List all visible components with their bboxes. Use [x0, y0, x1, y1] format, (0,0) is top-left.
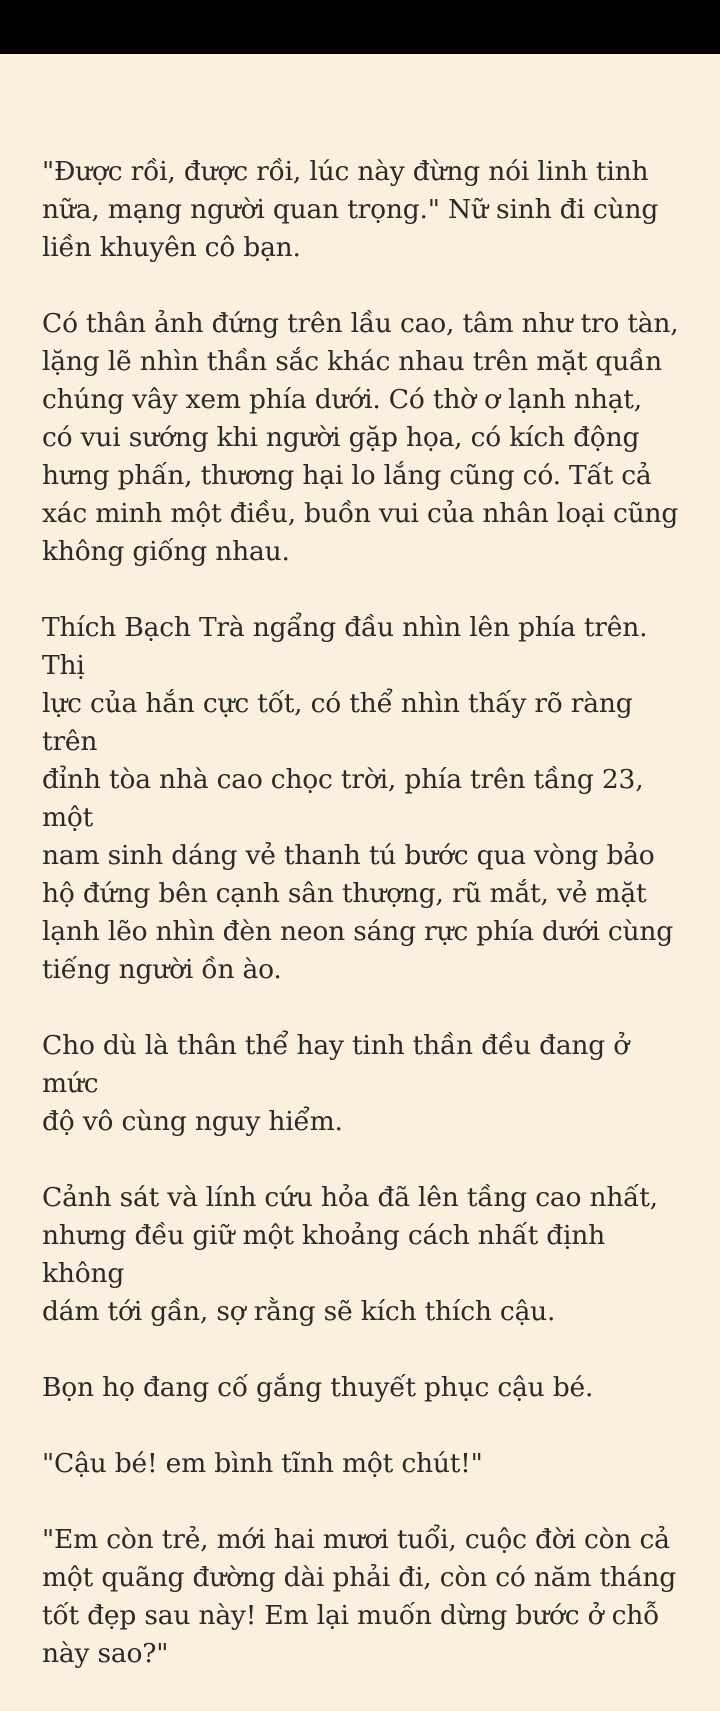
paragraph: Cho dù là thân thể hay tinh thần đều đang ở mức độ vô cùng nguy hiểm. — [42, 1030, 630, 1137]
paragraph: Bọn họ đang cố gắng thuyết phục cậu bé. — [42, 1372, 594, 1403]
paragraph: Thích Bạch Trà ngẩng đầu nhìn lên phía trên. Thị lực của hắn cực tốt, có thể nhìn thấy rõ ràng trên đỉnh tòa nhà cao chọc trời, phía trên tầng 23, một nam sinh dáng vẻ thanh tú bước qua vòng bảo hộ đứng bên cạnh sân thượng, rũ mắt, vẻ mặt lạnh lẽo nhìn đèn neon sáng rực phía dưới cùng tiếng người ồn ào. — [42, 612, 674, 985]
reader-content[interactable] — [42, 153, 682, 1711]
paragraph: Cảnh sát và lính cứu hỏa đã lên tầng cao nhất, nhưng đều giữ một khoảng cách nhất định không dám tới gần, sợ rằng sẽ kích thích cậu. — [42, 1182, 658, 1327]
paragraph: "Em còn trẻ, mới hai mươi tuổi, cuộc đời còn cả một quãng đường dài phải đi, còn có năm tháng tốt đẹp sau này! Em lại muốn dừng bước ở chỗ này sao?" — [42, 1524, 677, 1669]
status-bar — [0, 0, 720, 54]
paragraph: "Cậu bé! em bình tĩnh một chút!" — [42, 1448, 483, 1479]
paragraph: Có thân ảnh đứng trên lầu cao, tâm như tro tàn, lặng lẽ nhìn thần sắc khác nhau trên mặt quần chúng vây xem phía dưới. Có thờ ơ lạnh nhạt, có vui sướng khi người gặp họa, có kích động hưng phấn, thương hại lo lắng cũng có. Tất cả xác minh một điều, buồn vui của nhân loại cũng không giống nhau. — [42, 308, 679, 567]
paragraph: "Được rồi, được rồi, lúc này đừng nói linh tinh nữa, mạng người quan trọng." Nữ sinh đi cùng liền khuyên cô bạn. — [42, 156, 659, 263]
